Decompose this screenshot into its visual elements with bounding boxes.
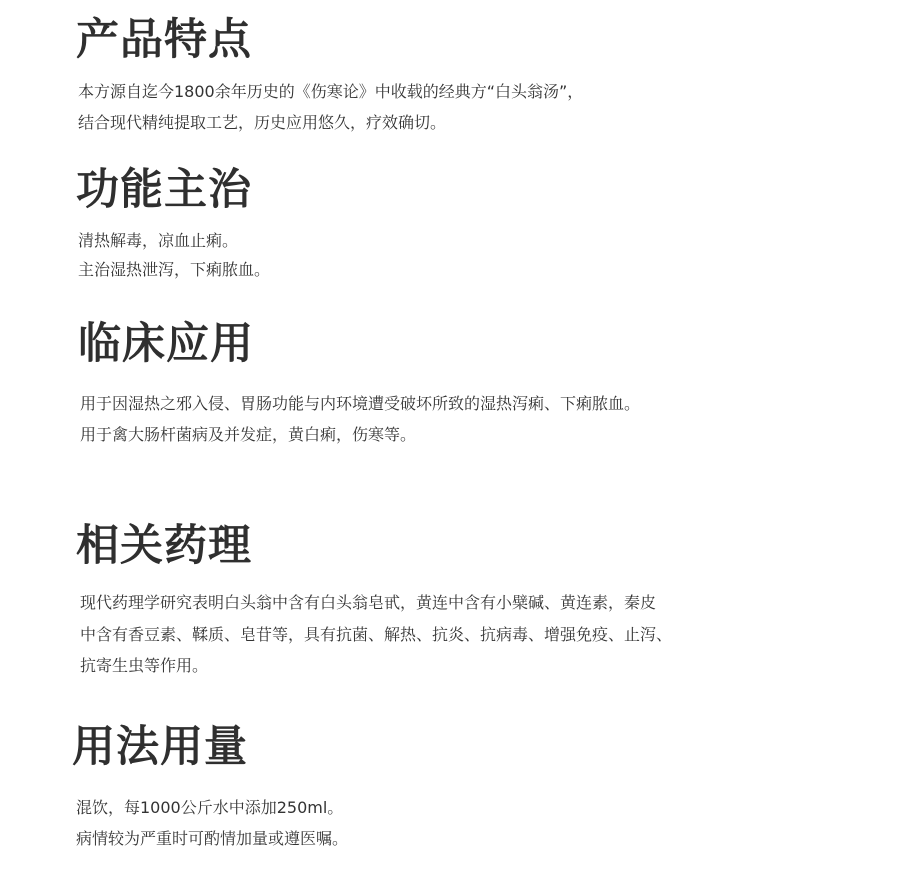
dosage-line-1: 混饮，每1000公斤水中添加250ml。 [76, 798, 344, 817]
clinical-application-line-2: 用于禽大肠杆菌病及并发症，黄白痢，伤寒等。 [80, 425, 417, 444]
heading-dosage: 用法用量 [72, 722, 248, 772]
heading-indications: 功能主治 [76, 165, 252, 215]
heading-pharmacology: 相关药理 [76, 521, 252, 571]
pharmacology-line-2: 中含有香豆素、鞣质、皂苷等，具有抗菌、解热、抗炎、抗病毒、增强免疫、止泻、 [80, 625, 673, 644]
indications-line-1: 清热解毒，凉血止痢。 [78, 231, 239, 250]
dosage-line-2: 病情较为严重时可酌情加量或遵医嘱。 [76, 829, 349, 848]
heading-product-features: 产品特点 [76, 15, 252, 65]
indications-line-2: 主治湿热泄泻，下痢脓血。 [78, 260, 271, 279]
clinical-application-line-1: 用于因湿热之邪入侵、胃肠功能与内环境遭受破坏所致的湿热泻痢、下痢脓血。 [80, 394, 641, 413]
pharmacology-line-1: 现代药理学研究表明白头翁中含有白头翁皂甙，黄连中含有小檗碱、黄连素，秦皮 [80, 593, 657, 612]
pharmacology-line-3: 抗寄生虫等作用。 [80, 656, 209, 675]
heading-clinical-application: 临床应用 [78, 319, 254, 369]
product-features-line-2: 结合现代精纯提取工艺，历史应用悠久，疗效确切。 [78, 113, 447, 132]
product-features-line-1: 本方源自迄今1800余年历史的《伤寒论》中收载的经典方“白头翁汤”， [78, 82, 584, 101]
